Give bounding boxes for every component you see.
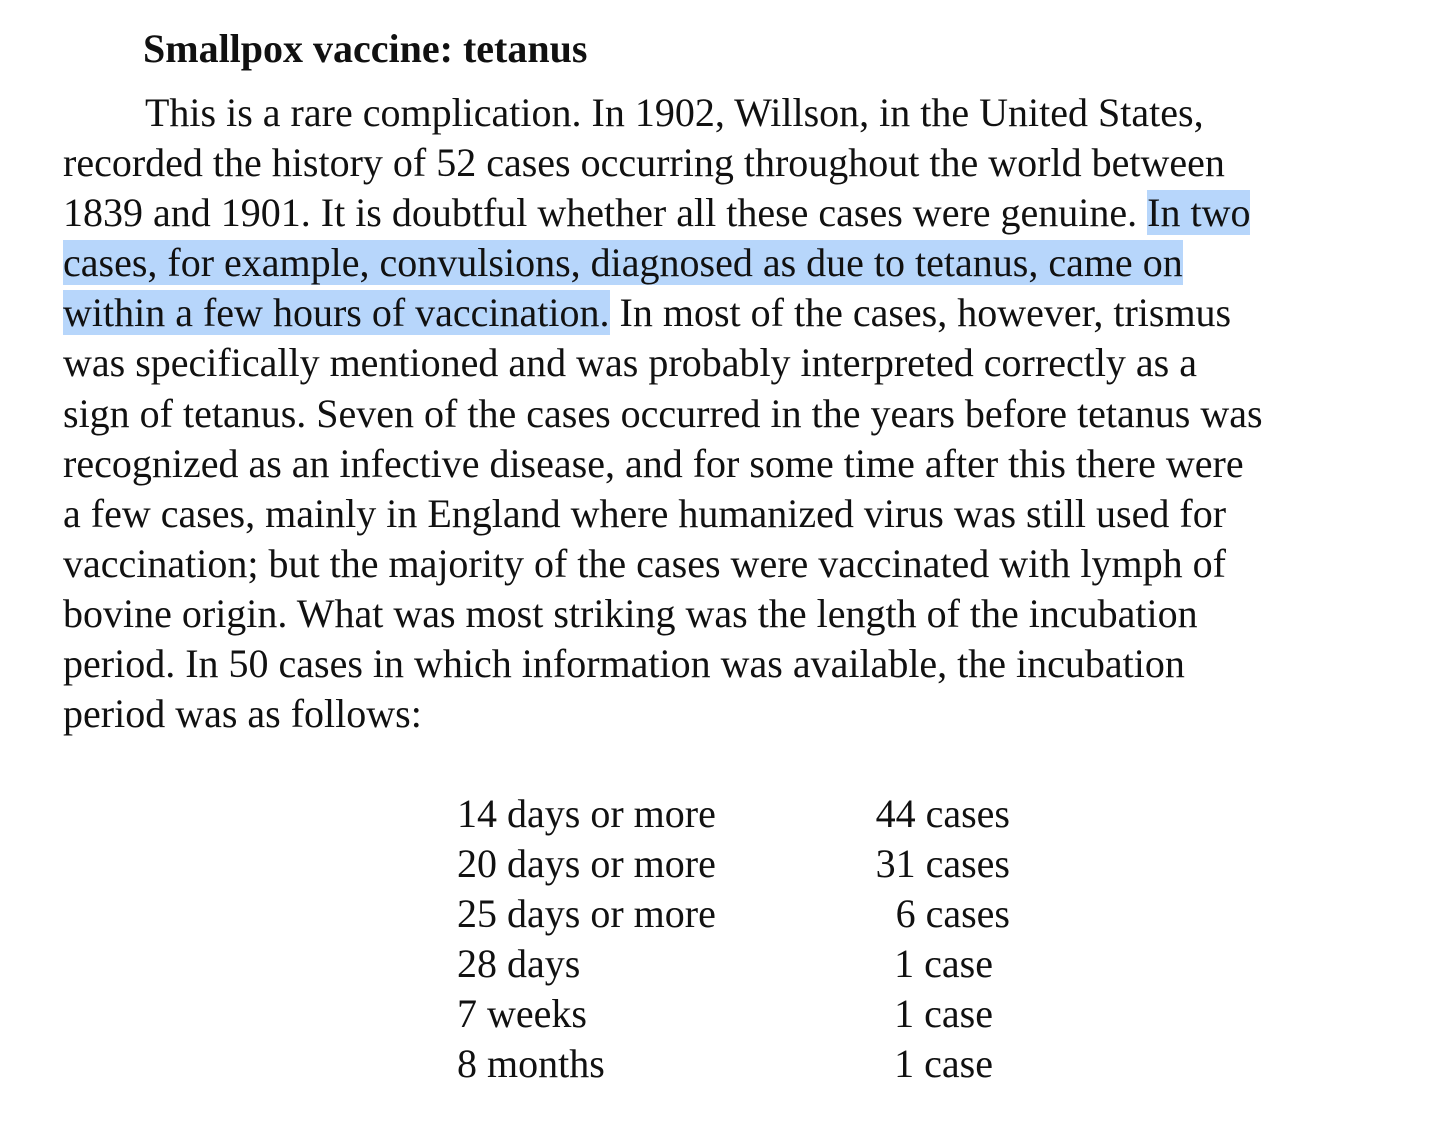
paragraph-line	[63, 188, 1383, 238]
paragraph-line	[63, 288, 1383, 338]
incubation-period-cell: 8 months	[457, 1041, 605, 1086]
paragraph-line	[63, 689, 1383, 739]
paragraph-text: period. In 50 cases in which information was available, the incubation	[63, 641, 1185, 687]
incubation-period-cell: 7 weeks	[457, 991, 587, 1036]
body-paragraph[interactable]	[63, 88, 1383, 739]
paragraph-line	[63, 589, 1383, 639]
paragraph-line	[63, 238, 1383, 288]
case-count-cell: 1 case	[894, 1041, 993, 1086]
incubation-period-cell: 25 days or more	[457, 891, 716, 936]
case-count-cell: 1 case	[894, 941, 993, 986]
section-heading: Smallpox vaccine: tetanus	[143, 26, 588, 71]
case-count-cell: 44 cases	[875, 791, 1010, 836]
paragraph-text: This is a rare complication. In 1902, Willson, in the United States,	[145, 90, 1204, 135]
table-row	[457, 939, 1010, 989]
table-row	[457, 889, 1010, 939]
paragraph-text: sign of tetanus. Seven of the cases occurred in the years before tetanus was	[63, 390, 1263, 436]
case-count-cell: 31 cases	[875, 841, 1010, 886]
table-row	[457, 839, 1010, 889]
table-row	[457, 1039, 1010, 1089]
table-row	[457, 989, 1010, 1039]
selected-text[interactable]: within a few hours of vaccination.	[63, 290, 610, 336]
selected-text[interactable]: cases, for example, convulsions, diagnosed as due to tetanus, came on	[63, 240, 1183, 286]
incubation-period-cell: 28 days	[457, 941, 581, 986]
paragraph-text: 1839 and 1901. It is doubtful whether all these cases were genuine.	[63, 190, 1148, 236]
paragraph-line	[63, 539, 1383, 589]
paragraph-line	[63, 88, 1383, 138]
paragraph-line	[63, 489, 1383, 539]
table-row	[457, 789, 1010, 839]
case-count-cell: 6 cases	[895, 891, 1010, 936]
incubation-period-cell: 20 days or more	[457, 841, 716, 886]
paragraph-line	[63, 639, 1383, 689]
paragraph-text: period was as follows:	[63, 691, 422, 737]
paragraph-text: vaccination; but the majority of the cases were vaccinated with lymph of	[63, 540, 1226, 586]
case-count-cell: 1 case	[894, 991, 993, 1036]
paragraph-line	[63, 138, 1383, 188]
selected-text[interactable]: In two	[1147, 190, 1251, 236]
paragraph-line	[63, 338, 1383, 388]
paragraph-text: a few cases, mainly in England where humanized virus was still used for	[63, 490, 1227, 536]
paragraph-text: was specifically mentioned and was probably interpreted correctly as a	[63, 340, 1198, 386]
paragraph-text: In most of the cases, however, trismus	[609, 290, 1232, 336]
incubation-period-cell: 14 days or more	[457, 791, 716, 836]
paragraph-text: bovine origin. What was most striking was the length of the incubation	[63, 590, 1198, 636]
paragraph-text: recorded the history of 52 cases occurring throughout the world between	[63, 140, 1225, 186]
paragraph-text: recognized as an infective disease, and for some time after this there were	[63, 440, 1244, 486]
paragraph-line	[63, 389, 1383, 439]
incubation-period-table	[457, 789, 1010, 1089]
paragraph-line	[63, 439, 1383, 489]
